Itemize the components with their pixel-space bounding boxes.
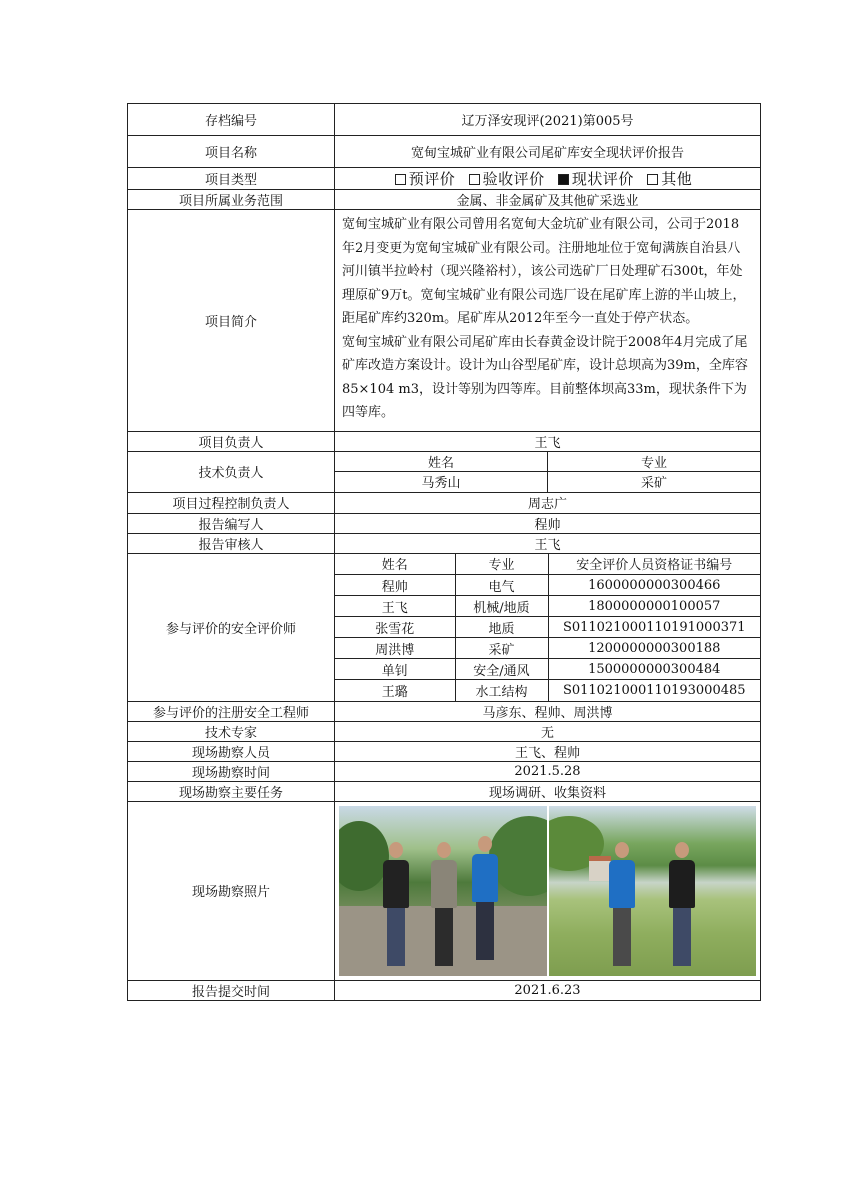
introduction-paragraph: 宽甸宝城矿业有限公司曾用名宽甸大金坑矿业有限公司，公司于2018年2月变更为宽甸宝城矿业有限公司。注册地址位于宽甸满族自治县八河川镇半拉岭村（现兴隆裕村），该公司选矿厂日处理矿石300t，年处理原矿9万t。宽甸宝城矿业有限公司选厂设在尾矿库上游的半山坡上， 距尾矿库约320m。尾矿库从2012年至今一直处于停产状态。 <box>342 217 746 326</box>
survey-time-value: 2021.5.28 <box>335 761 761 781</box>
project-type-label: 项目类型 <box>128 168 335 190</box>
evaluator-name: 王飞 <box>335 596 455 617</box>
project-name-label: 项目名称 <box>128 136 335 168</box>
survey-staff-value: 王飞、程帅 <box>335 741 761 761</box>
report-writer-value: 程帅 <box>335 513 761 533</box>
person-figure <box>669 842 695 966</box>
evaluators-table <box>335 554 760 701</box>
evaluator-major: 水工结构 <box>455 680 548 701</box>
evaluator-cert: S011021000110193000485 <box>562 682 746 698</box>
evaluator-name: 单钊 <box>335 659 455 680</box>
introduction-text <box>335 210 761 432</box>
checkbox-checked-icon <box>558 174 569 185</box>
survey-photos <box>335 806 760 976</box>
evaluator-cert: 1800000000100057 <box>548 596 760 617</box>
business-scope-label: 项目所属业务范围 <box>128 190 335 210</box>
survey-task-label: 现场勘察主要任务 <box>128 781 335 801</box>
report-reviewer-value: 王飞 <box>335 533 761 553</box>
archive-label: 存档编号 <box>128 104 335 136</box>
tech-leader-major: 采矿 <box>640 476 667 492</box>
evaluators-label: 参与评价的安全评价师 <box>128 553 335 701</box>
business-scope-value: 金属、非金属矿及其他矿采选业 <box>335 190 761 210</box>
evaluator-major: 电气 <box>455 575 548 596</box>
submit-time-label: 报告提交时间 <box>128 980 335 1000</box>
process-control-value: 周志广 <box>335 492 761 513</box>
tech-leader-name-header: 姓名 <box>335 452 548 472</box>
survey-photo-2 <box>549 806 757 976</box>
evaluators-cell <box>335 553 761 701</box>
tech-expert-value: 无 <box>335 721 761 741</box>
checkbox-icon <box>647 174 658 185</box>
report-reviewer-label: 报告审核人 <box>128 533 335 553</box>
tech-leader-major-header: 专业 <box>548 452 761 472</box>
checkbox-icon <box>469 174 480 185</box>
evaluator-name: 周洪博 <box>335 638 455 659</box>
person-figure <box>383 842 409 966</box>
submit-time-value: 2021.6.23 <box>335 980 761 1000</box>
checkbox-icon <box>395 174 406 185</box>
report-info-table <box>127 103 761 1001</box>
evaluator-name: 张雪花 <box>335 617 455 638</box>
evaluator-name: 王璐 <box>335 680 455 701</box>
evaluator-name-header: 姓名 <box>335 554 455 575</box>
evaluator-name: 程帅 <box>335 575 455 596</box>
evaluator-major-header: 专业 <box>455 554 548 575</box>
process-control-label: 项目过程控制负责人 <box>128 492 335 513</box>
tech-expert-label: 技术专家 <box>128 721 335 741</box>
registered-engineers-label: 参与评价的注册安全工程师 <box>128 701 335 721</box>
evaluator-cert: 1500000000300484 <box>548 659 760 680</box>
evaluator-major: 机械/地质 <box>455 596 548 617</box>
option-status-evaluation: 现状评价 <box>558 170 634 188</box>
archive-value: 辽万泽安现评(2021)第005号 <box>335 104 761 136</box>
tech-leader-cell <box>335 451 761 492</box>
option-other: 其他 <box>647 170 692 188</box>
survey-photo-1 <box>339 806 547 976</box>
evaluator-cert: 1600000000300466 <box>548 575 760 596</box>
person-figure <box>472 836 498 960</box>
evaluator-major: 采矿 <box>455 638 548 659</box>
person-figure <box>431 842 457 966</box>
survey-time-label: 现场勘察时间 <box>128 761 335 781</box>
tech-leader-table <box>335 452 760 492</box>
evaluator-major: 安全/通风 <box>455 659 548 680</box>
tech-leader-label: 技术负责人 <box>128 451 335 492</box>
introduction-label: 项目简介 <box>128 210 335 432</box>
project-leader-label: 项目负责人 <box>128 431 335 451</box>
survey-photos-cell <box>335 801 761 980</box>
evaluator-major: 地质 <box>455 617 548 638</box>
option-pre-evaluation: 预评价 <box>395 170 456 188</box>
tree-shape <box>339 821 389 891</box>
registered-engineers-value: 马彦东、程帅、周洪博 <box>335 701 761 721</box>
evaluator-cert-header: 安全评价人员资格证书编号 <box>548 554 760 575</box>
introduction-paragraph: 宽甸宝城矿业有限公司尾矿库由长春黄金设计院于2008年4月完成了尾矿库改造方案设计。设计为山谷型尾矿库，设计总坝高为39m，全库容85×104 m3，设计等别为四等库。目前整体坝高33m，现状条件下为四等库。 <box>342 334 748 420</box>
evaluator-cert: 1200000000300188 <box>548 638 760 659</box>
person-figure <box>609 842 635 966</box>
evaluator-cert: S011021000110191000371 <box>548 617 760 638</box>
tech-leader-name: 马秀山 <box>335 472 548 492</box>
survey-photos-label: 现场勘察照片 <box>128 801 335 980</box>
report-writer-label: 报告编写人 <box>128 513 335 533</box>
project-type-options <box>335 168 761 190</box>
survey-task-value: 现场调研、收集资料 <box>335 781 761 801</box>
building-shape <box>589 856 611 881</box>
survey-staff-label: 现场勘察人员 <box>128 741 335 761</box>
project-name-value: 宽甸宝城矿业有限公司尾矿库安全现状评价报告 <box>335 136 761 168</box>
project-leader-value: 王飞 <box>335 431 761 451</box>
option-acceptance-evaluation: 验收评价 <box>469 170 545 188</box>
